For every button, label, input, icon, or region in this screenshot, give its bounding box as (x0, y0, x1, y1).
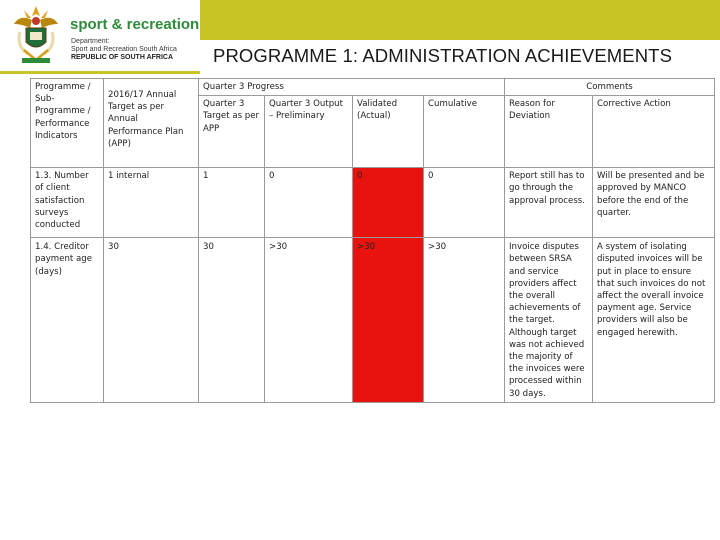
q3-target-cell: 1 (199, 168, 265, 238)
corrective-cell: A system of isolating disputed invoices will be put in place to ensure that such invoices do not affect the overall invoice payment age. Service providers will also be engaged herewith. (593, 238, 715, 403)
corrective-cell: Will be presented and be approved by MANCO before the end of the quarter. (593, 168, 715, 238)
validated-cell: 0 (353, 168, 424, 238)
header-comments: Comments (505, 79, 715, 96)
validated-cell: >30 (353, 238, 424, 403)
header (0, 0, 720, 74)
achievements-table (30, 78, 715, 403)
header-row-1 (31, 79, 715, 96)
header-quarter-progress: Quarter 3 Progress (199, 79, 505, 96)
header-divider (0, 71, 200, 74)
table-row (31, 168, 715, 238)
reason-cell: Invoice disputes between SRSA and service providers affect the overall achievements of the target. Although target was not achieved the majority of the invoices were processed within 30 days. (505, 238, 593, 403)
header-cumulative: Cumulative (424, 96, 505, 168)
header-corrective: Corrective Action (593, 96, 715, 168)
department-label: Department: (71, 38, 110, 45)
brand-name: sport & recreation (70, 16, 200, 33)
header-annual-target: 2016/17 Annual Target as per Annual Performance Plan (APP) (104, 79, 199, 168)
header-validated: Validated (Actual) (353, 96, 424, 168)
header-reason: Reason for Deviation (505, 96, 593, 168)
reason-cell: Report still has to go through the approval process. (505, 168, 593, 238)
header-q3-output: Quarter 3 Output – Preliminary (265, 96, 353, 168)
coat-of-arms-icon (6, 2, 66, 66)
q3-output-cell: >30 (265, 238, 353, 403)
cumulative-cell: 0 (424, 168, 505, 238)
annual-target-cell: 1 internal (104, 168, 199, 238)
cumulative-cell: >30 (424, 238, 505, 403)
annual-target-cell: 30 (104, 238, 199, 403)
q3-output-cell: 0 (265, 168, 353, 238)
header-q3-target: Quarter 3 Target as per APP (199, 96, 265, 168)
department-name: Sport and Recreation South Africa (71, 46, 177, 53)
country-name: REPUBLIC OF SOUTH AFRICA (71, 54, 174, 61)
indicator-cell: 1.4. Creditor payment age (days) (31, 238, 104, 403)
q3-target-cell: 30 (199, 238, 265, 403)
indicator-cell: 1.3. Number of client satisfaction surveys conducted (31, 168, 104, 238)
logo (0, 0, 200, 70)
table-row (31, 238, 715, 403)
header-indicators: Programme / Sub-Programme / Performance Indicators (31, 79, 104, 168)
page-title: PROGRAMME 1: ADMINISTRATION ACHIEVEMENTS (213, 45, 673, 66)
